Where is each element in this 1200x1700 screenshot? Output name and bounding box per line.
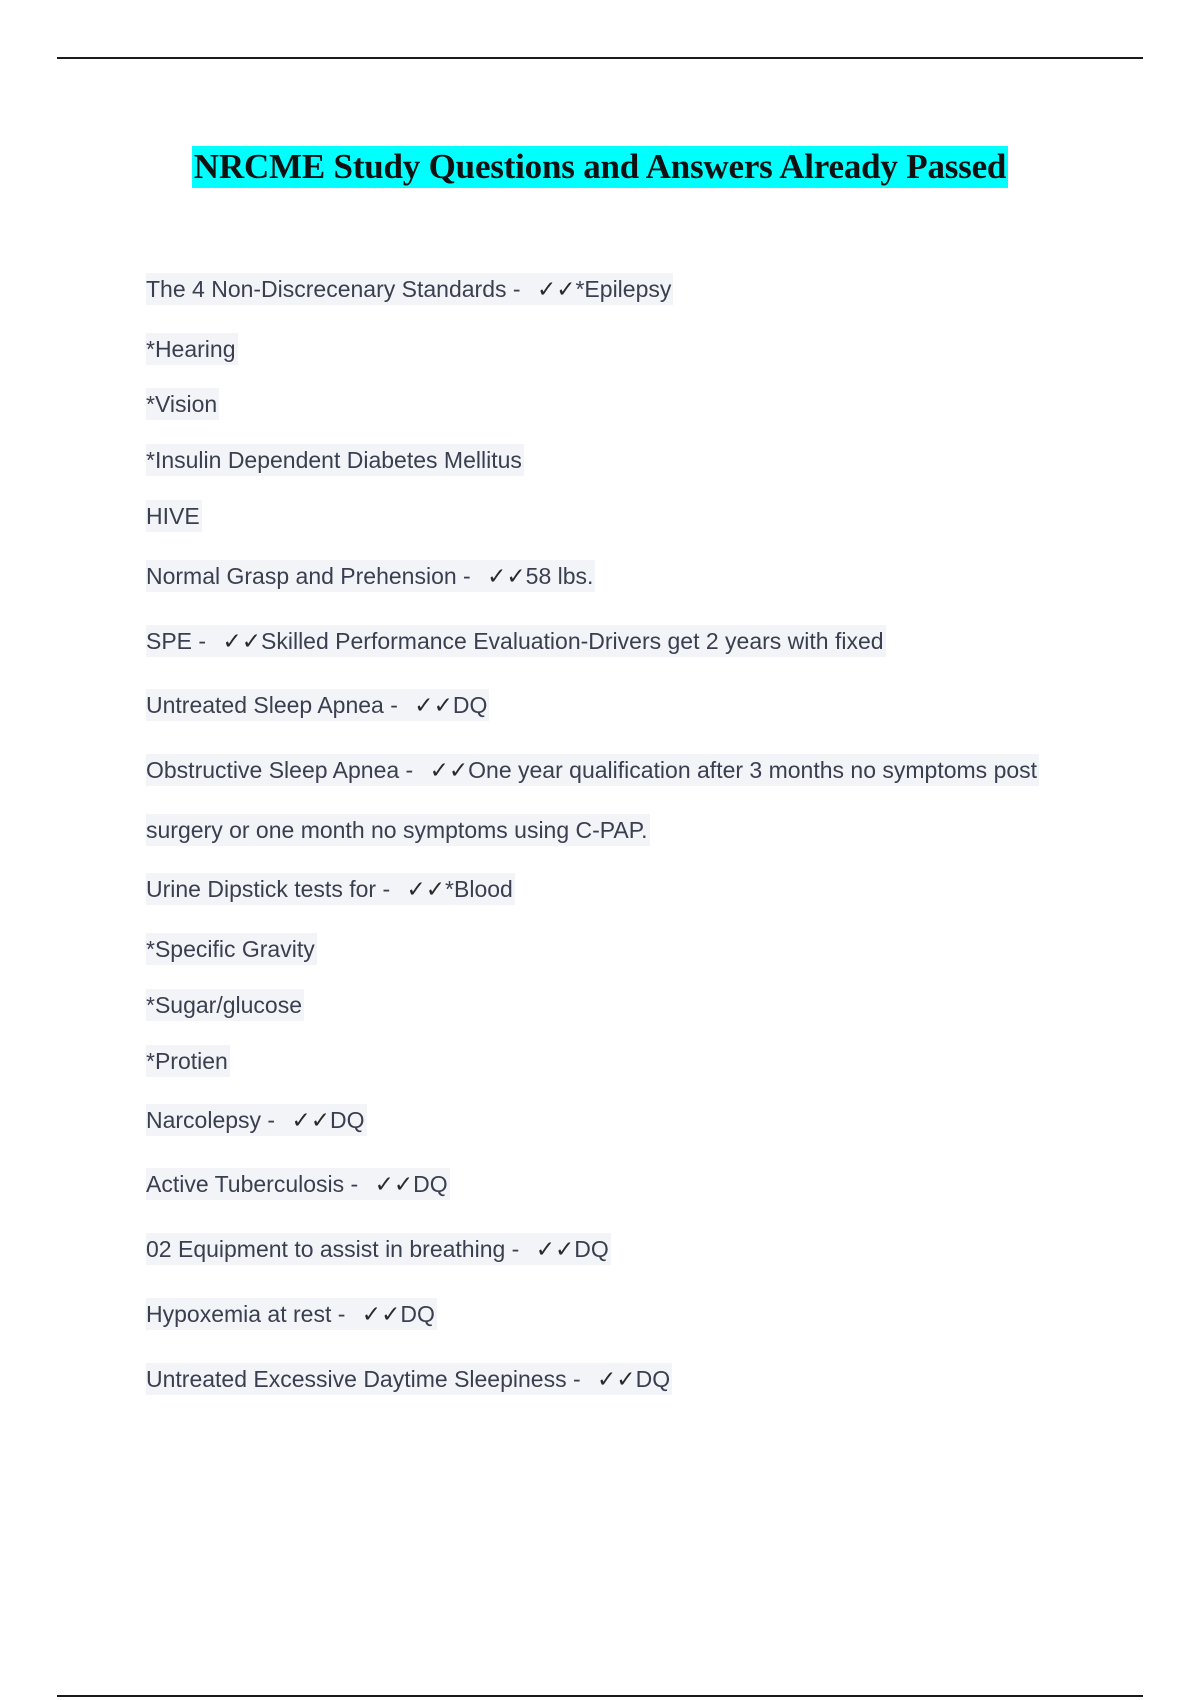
qa-line bbox=[146, 1104, 367, 1136]
question-term: Active Tuberculosis - bbox=[146, 1171, 365, 1197]
checkmark-icon: ✓✓ bbox=[414, 692, 453, 718]
qa-line bbox=[146, 273, 673, 305]
checkmark-icon: ✓✓ bbox=[361, 1301, 401, 1327]
continuation-line: *Specific Gravity bbox=[146, 933, 317, 965]
checkmark-icon: ✓✓ bbox=[291, 1107, 331, 1133]
continuation-line: *Protien bbox=[146, 1045, 230, 1077]
checkmark-icon: ✓✓ bbox=[487, 563, 526, 589]
qa-line bbox=[146, 873, 515, 905]
continuation-line: *Insulin Dependent Diabetes Mellitus bbox=[146, 444, 524, 476]
question-term: Narcolepsy - bbox=[146, 1107, 282, 1133]
answer-text: DQ bbox=[400, 1301, 435, 1327]
question-term: Hypoxemia at rest - bbox=[146, 1301, 352, 1327]
answer-text: *Epilepsy bbox=[575, 276, 672, 302]
title-block bbox=[0, 146, 1200, 188]
question-term: SPE - bbox=[146, 628, 213, 654]
top-rule bbox=[57, 57, 1143, 59]
question-term: Normal Grasp and Prehension - bbox=[146, 563, 478, 589]
continuation-line: HIVE bbox=[146, 500, 202, 532]
answer-text: *Blood bbox=[445, 876, 513, 902]
answer-text: DQ bbox=[574, 1236, 609, 1262]
qa-line bbox=[146, 560, 595, 592]
checkmark-icon: ✓✓ bbox=[429, 757, 469, 783]
answer-text: DQ bbox=[413, 1171, 448, 1197]
bottom-rule bbox=[57, 1695, 1143, 1697]
qa-line bbox=[146, 754, 1039, 786]
qa-line bbox=[146, 625, 886, 657]
continuation-line: *Hearing bbox=[146, 333, 238, 365]
qa-line bbox=[146, 1298, 437, 1330]
answer-text: DQ bbox=[635, 1366, 671, 1392]
question-term: Untreated Excessive Daytime Sleepiness - bbox=[146, 1366, 588, 1392]
question-term: Untreated Sleep Apnea - bbox=[146, 692, 405, 718]
answer-text: DQ bbox=[330, 1107, 365, 1133]
qa-line bbox=[146, 1233, 611, 1265]
question-term: 02 Equipment to assist in breathing - bbox=[146, 1236, 526, 1262]
answer-text: One year qualification after 3 months no symptoms post bbox=[468, 757, 1038, 783]
checkmark-icon: ✓✓ bbox=[597, 1366, 636, 1392]
answer-text: DQ bbox=[452, 692, 488, 718]
continuation-line: *Sugar/glucose bbox=[146, 989, 304, 1021]
answer-text: 58 lbs. bbox=[525, 563, 594, 589]
answer-text: Skilled Performance Evaluation-Drivers get 2 years with fixed bbox=[261, 628, 884, 654]
document-title: NRCME Study Questions and Answers Already Passed bbox=[193, 147, 1007, 186]
checkmark-icon: ✓✓ bbox=[374, 1171, 414, 1197]
continuation-line: *Vision bbox=[146, 388, 219, 420]
continuation-line: surgery or one month no symptoms using C-PAP. bbox=[146, 814, 650, 846]
checkmark-icon: ✓✓ bbox=[535, 1236, 575, 1262]
checkmark-icon: ✓✓ bbox=[222, 628, 262, 654]
question-term: Urine Dipstick tests for - bbox=[146, 876, 397, 902]
qa-line bbox=[146, 1168, 450, 1200]
checkmark-icon: ✓✓ bbox=[406, 876, 446, 902]
checkmark-icon: ✓✓ bbox=[536, 276, 576, 302]
qa-line bbox=[146, 1363, 672, 1395]
qa-line bbox=[146, 689, 489, 721]
question-term: Obstructive Sleep Apnea - bbox=[146, 757, 420, 783]
question-term: The 4 Non-Discrecenary Standards - bbox=[146, 276, 527, 302]
